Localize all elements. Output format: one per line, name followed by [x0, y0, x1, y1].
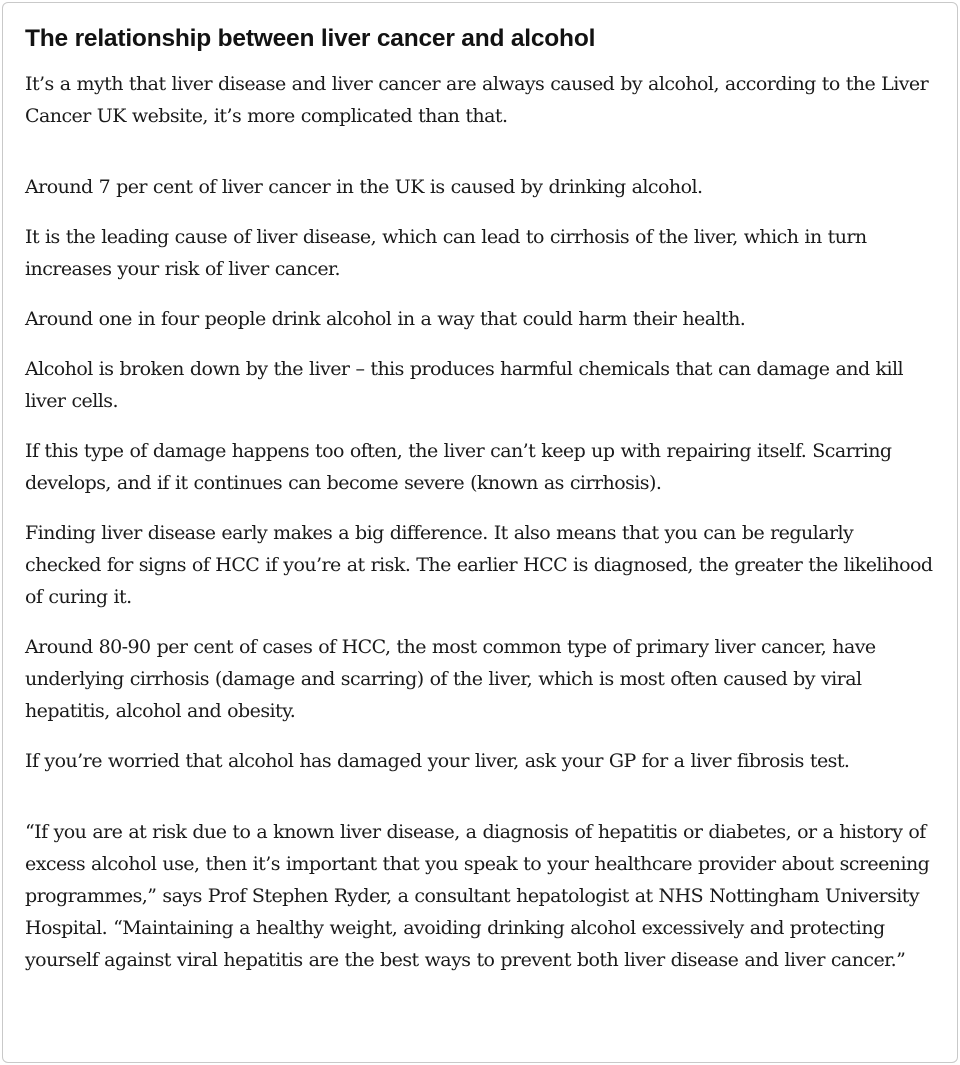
body-paragraph: Around one in four people drink alcohol in a way that could harm their health. [25, 308, 746, 330]
body-paragraph: If you’re worried that alcohol has damaged your liver, ask your GP for a liver fibrosis test. [25, 750, 850, 772]
body-paragraph: Alcohol is broken down by the liver – this produces harmful chemicals that can damage and kill liver cells. [25, 358, 904, 412]
body-paragraph: Finding liver disease early makes a big difference. It also means that you can be regularly checked for signs of HCC if you’re at risk. The earlier HCC is diagnosed, the greater the likelihood of curing it. [25, 522, 933, 608]
factbox-title: The relationship between liver cancer and alcohol [25, 25, 596, 52]
body-paragraph: Around 7 per cent of liver cancer in the UK is caused by drinking alcohol. [25, 176, 703, 198]
body-paragraph: It’s a myth that liver disease and liver cancer are always caused by alcohol, according to the Liver Cancer UK website, it’s more complicated than that. [25, 73, 929, 127]
quote-paragraph: “If you are at risk due to a known liver disease, a diagnosis of hepatitis or diabetes, or a history of excess alcohol use, then it’s important that you speak to your healthcare provider about screening programmes,” says Prof Stephen Ryder, a consultant hepatologist at NHS Nottingham University Hospital. “Maintaining a healthy weight, avoiding drinking alcohol excessively and protecting yourself against viral hepatitis are the best ways to prevent both liver disease and liver cancer.” [25, 821, 930, 971]
factbox [2, 2, 958, 1063]
body-paragraph: If this type of damage happens too often, the liver can’t keep up with repairing itself. Scarring develops, and if it continues can become severe (known as cirrhosis). [25, 440, 892, 494]
body-paragraph: It is the leading cause of liver disease, which can lead to cirrhosis of the liver, which in turn increases your risk of liver cancer. [25, 226, 867, 280]
body-paragraph: Around 80-90 per cent of cases of HCC, the most common type of primary liver cancer, have underlying cirrhosis (damage and scarring) of the liver, which is most often caused by viral hepatitis, alcohol and obesity. [25, 636, 876, 722]
